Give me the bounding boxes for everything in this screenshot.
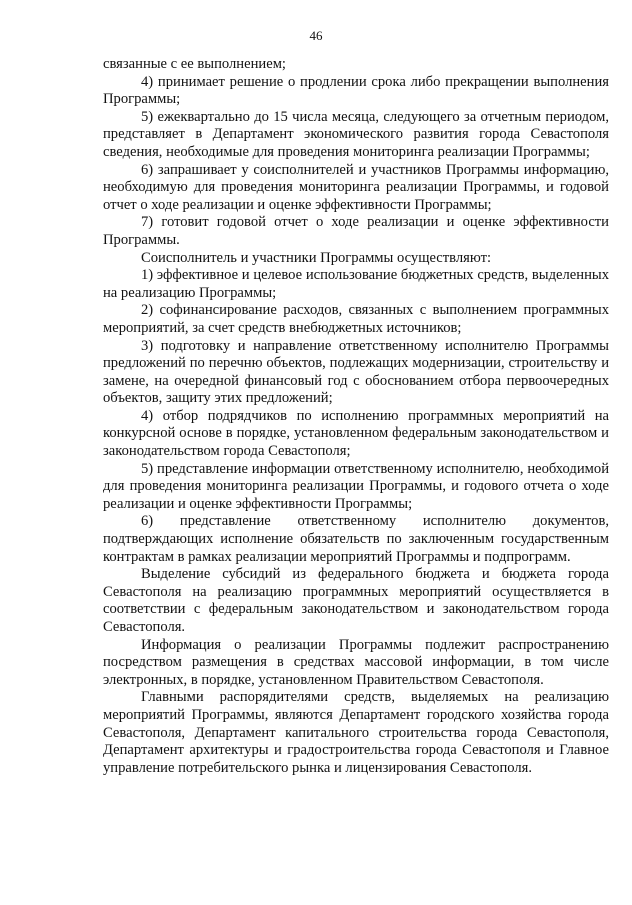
paragraph-coexecutor-item-4: 4) отбор подрядчиков по исполнению программных мероприятий на конкурсной основе в порядке, установленном федеральным законодательством и законодательством города Севастополя;	[103, 407, 609, 460]
paragraph-subsidies: Выделение субсидий из федерального бюджета и бюджета города Севастополя на реализацию программных мероприятий осуществляется в соответствии с федеральным законодательством и законодательством города Севастополя.	[103, 566, 609, 635]
paragraph-coexecutor-item-5: 5) представление информации ответственному исполнителю, необходимой для проведения мониторинга реализации Программы, и годового отчета о ходе реализации и оценке эффективности Программы;	[103, 460, 609, 512]
paragraph-item-4-decision: 4) принимает решение о продлении срока либо прекращении выполнения Программы;	[103, 73, 609, 108]
paragraph-information: Информация о реализации Программы подлежит распространению посредством размещения в средствах массовой информации, в том числе электронных, в порядке, установленном Правительством Севастополя.	[103, 636, 609, 688]
paragraph-item-7-annual-report: 7) готовит годовой отчет о ходе реализации и оценке эффективности Программы.	[103, 214, 609, 248]
paragraph-main-managers: Главными распорядителями средств, выделяемых на реализацию мероприятий Программы, являются Департамент городского хозяйства города Севастополя, Департамент капитального строительства города Севастополя, Департамент архитектуры и градостроительства города Севастополя и Главное управление потребительского рынка и лицензирования Севастополя.	[103, 689, 609, 776]
document-body	[103, 56, 609, 777]
paragraph-item-5-quarterly-report: 5) ежеквартально до 15 числа месяца, следующего за отчетным периодом, представляет в Департамент экономического развития города Севастополя сведения, необходимые для проведения мониторинга реализации Программы;	[103, 108, 609, 160]
paragraph-coexecutor-item-3: 3) подготовку и направление ответственному исполнителю Программы предложений по перечню объектов, подлежащих модернизации, строительству и замене, на очередной финансовый год с обоснованием отбора первоочередных объектов, защиту этих предложений;	[103, 337, 609, 407]
paragraph-coexecutor-intro: Соисполнитель и участники Программы осуществляют:	[141, 249, 492, 266]
page-number: 46	[309, 28, 323, 43]
paragraph-coexecutor-item-2: 2) софинансирование расходов, связанных с выполнением программных мероприятий, за счет средств внебюджетных источников;	[103, 302, 609, 336]
paragraph-continuation: связанные с ее выполнением;	[103, 56, 286, 72]
paragraph-coexecutor-item-6: 6) представление ответственному исполнителю документов, подтверждающих исполнение обязательств по заключенным государственным контрактам в рамках реализации мероприятий Программы и подпрограмм.	[103, 513, 609, 565]
paragraph-coexecutor-item-1: 1) эффективное и целевое использование бюджетных средств, выделенных на реализацию Программы;	[103, 267, 609, 301]
paragraph-item-6-request-info: 6) запрашивает у соисполнителей и участников Программы информацию, необходимую для проведения мониторинга реализации Программы, и годовой отчет о ходе реализации и оценке эффективности Программы;	[103, 161, 609, 213]
